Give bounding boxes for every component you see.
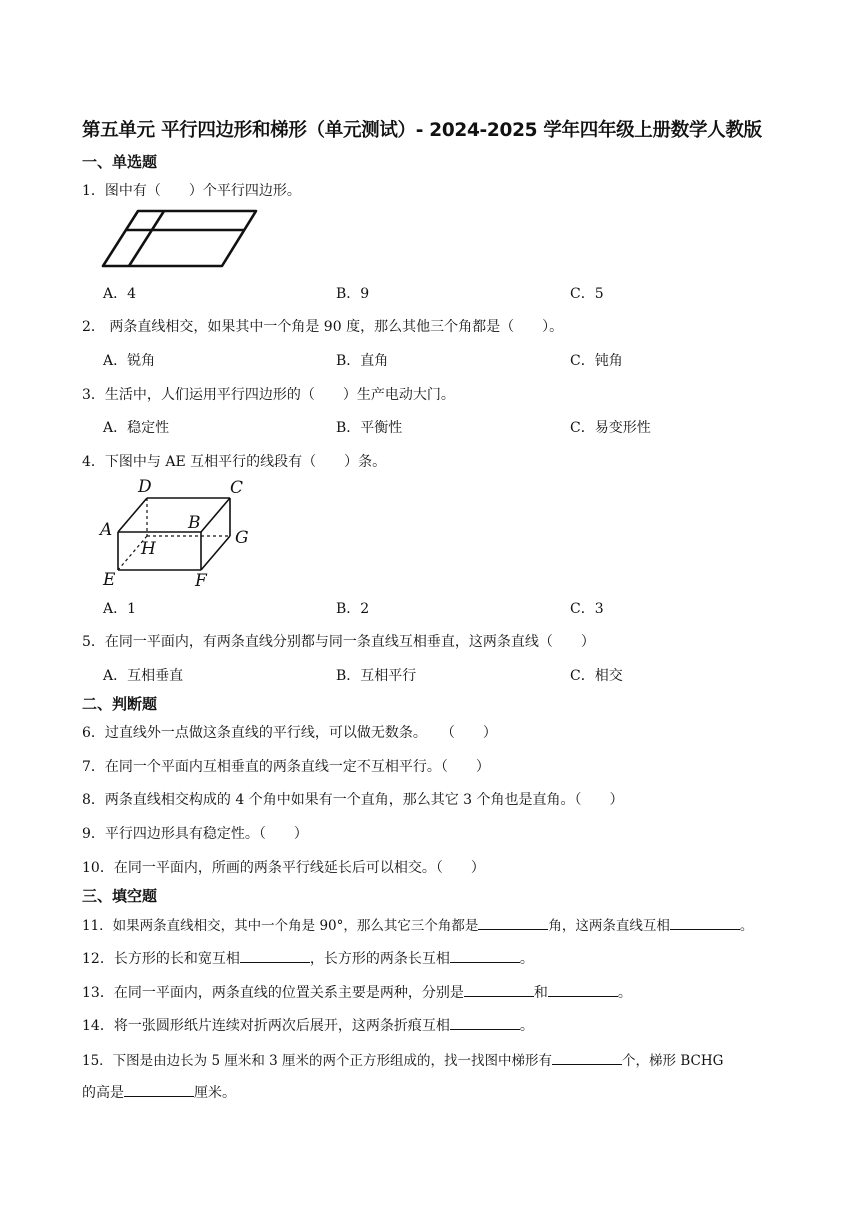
q5-option-b[interactable]: B．互相平行 (336, 668, 417, 684)
section-heading-true-false: 二、判断题 (82, 695, 158, 713)
vertex-label-f: F (195, 571, 207, 591)
question-7: 7．在同一个平面内互相垂直的两条直线一定不互相平行。（ ） (82, 759, 490, 775)
q5-option-c[interactable]: C．相交 (570, 668, 623, 684)
q2-option-a[interactable]: A．锐角 (103, 353, 156, 369)
q14-text-2: 。 (519, 1018, 534, 1034)
q15-text-1: 15．下图是由边长为 5 厘米和 3 厘米的两个正方形组成的，找一找图中梯形有 (82, 1053, 553, 1069)
q11-text-2: 角，这两条直线互相 (548, 918, 670, 934)
q12-text-1: 12．长方形的长和宽互相 (82, 951, 240, 967)
q12-blank-1[interactable] (240, 948, 310, 963)
q14-blank-1[interactable] (450, 1015, 520, 1030)
question-6: 6．过直线外一点做这条直线的平行线，可以做无数条。 （ ） (82, 725, 497, 741)
q15-text-3: 的高是 (82, 1085, 124, 1101)
q5-option-a[interactable]: A．互相垂直 (103, 668, 184, 684)
q1-option-b[interactable]: B．9 (336, 286, 370, 302)
q13-blank-1[interactable] (464, 982, 534, 997)
parallelogram-figure (100, 208, 262, 270)
question-11 (82, 914, 753, 934)
q15-blank-1[interactable] (552, 1050, 622, 1065)
q15-text-2: 个，梯形 BCHG (622, 1053, 724, 1069)
vertex-label-d: D (138, 477, 152, 497)
q12-text-2: ，长方形的两条长互相 (309, 951, 450, 967)
q4-option-c[interactable]: C．3 (570, 601, 604, 617)
question-10: 10．在同一平面内，所画的两条平行线延长后可以相交。（ ） (82, 860, 485, 876)
vertex-label-g: G (235, 528, 249, 548)
question-8: 8．两条直线相交构成的 4 个角中如果有一个直角，那么其它 3 个角也是直角。（ ） (82, 792, 624, 808)
vertex-label-e: E (103, 570, 116, 590)
q4-option-b[interactable]: B．2 (336, 601, 370, 617)
q3-option-a[interactable]: A．稳定性 (103, 420, 170, 436)
question-5: 5．在同一平面内，有两条直线分别都与同一条直线互相垂直，这两条直线（ ） (82, 634, 595, 650)
q1-option-a[interactable]: A．4 (103, 286, 137, 302)
q13-text-3: 。 (617, 985, 632, 1001)
page-title: 第五单元 平行四边形和梯形（单元测试）- 2024-2025 学年四年级上册数学人教版 (82, 120, 762, 141)
q13-text-2: 和 (533, 985, 548, 1001)
vertex-label-b: B (188, 513, 201, 533)
question-14 (82, 1015, 534, 1035)
question-4: 4．下图中与 AE 互相平行的线段有（ ）条。 (82, 454, 387, 470)
q13-text-1: 13．在同一平面内，两条直线的位置关系主要是两种，分别是 (82, 985, 464, 1001)
vertex-label-a: A (100, 520, 113, 540)
vertex-label-c: C (230, 478, 244, 498)
q3-option-b[interactable]: B．平衡性 (336, 420, 403, 436)
section-heading-fill-blank: 三、填空题 (82, 887, 158, 905)
question-12 (82, 948, 534, 968)
question-3: 3．生活中，人们运用平行四边形的（ ）生产电动大门。 (82, 387, 455, 403)
q13-blank-2[interactable] (548, 982, 618, 997)
question-9: 9．平行四边形具有稳定性。（ ） (82, 826, 308, 842)
question-13 (82, 982, 632, 1002)
q3-option-c[interactable]: C．易变形性 (570, 420, 651, 436)
q4-option-a[interactable]: A．1 (103, 601, 137, 617)
q15-text-4: 厘米。 (194, 1085, 236, 1101)
section-heading-single-choice: 一、单选题 (82, 153, 158, 171)
vertex-label-h: H (141, 539, 156, 559)
q12-text-3: 。 (519, 951, 534, 967)
q11-text-3: 。 (739, 918, 754, 934)
question-15-continued (82, 1082, 236, 1102)
q2-option-b[interactable]: B．直角 (336, 353, 389, 369)
q11-blank-1[interactable] (478, 915, 548, 930)
q12-blank-2[interactable] (450, 948, 520, 963)
q11-blank-2[interactable] (670, 915, 740, 930)
cuboid-figure (98, 474, 258, 592)
q15-blank-2[interactable] (124, 1082, 194, 1097)
question-1: 1．图中有（ ）个平行四边形。 (82, 183, 301, 199)
q11-text-1: 11．如果两条直线相交，其中一个角是 90°，那么其它三个角都是 (82, 918, 479, 934)
question-15 (82, 1049, 723, 1069)
q1-option-c[interactable]: C．5 (570, 286, 604, 302)
question-2: 2． 两条直线相交，如果其中一个角是 90 度，那么其他三个角都是（ ）。 (82, 319, 564, 335)
q2-option-c[interactable]: C．钝角 (570, 353, 623, 369)
q14-text-1: 14．将一张圆形纸片连续对折两次后展开，这两条折痕互相 (82, 1018, 450, 1034)
